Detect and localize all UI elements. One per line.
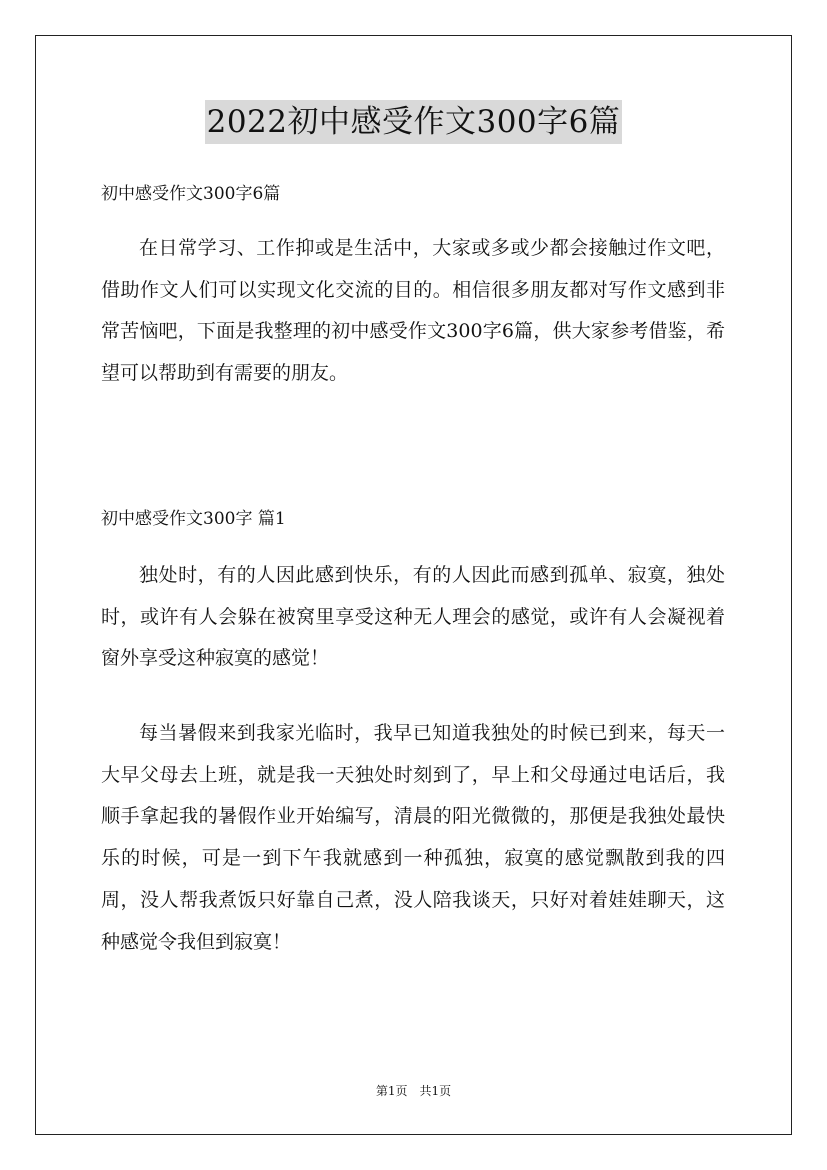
document-title: 2022初中感受作文300字6篇 bbox=[205, 100, 623, 144]
body-paragraph: 每当暑假来到我家光临时，我早已知道我独处的时候已到来，每天一大早父母去上班，就是我一天独处时刻到了，早上和父母通过电话后，我顺手拿起我的暑假作业开始编写，清晨的阳光微微的，那便是我独处最快乐的时候，可是一到下午我就感到一种孤独，寂寞的感觉飘散到我的四周，没人帮我煮饭只好靠自己煮，没人陪我谈天，只好对着娃娃聊天，这种感觉令我但到寂寞！ bbox=[101, 722, 725, 953]
intro-paragraph: 在日常学习、工作抑或是生活中，大家或多或少都会接触过作文吧，借助作文人们可以实现文化交流的目的。相信很多朋友都对写作文感到非常苦恼吧，下面是我整理的初中感受作文300字6篇，供大家参考借鉴，希望可以帮助到有需要的朋友。 bbox=[101, 237, 725, 385]
section-heading: 初中感受作文300字 篇1 bbox=[101, 509, 286, 529]
page-footer: 第1页 共1页 bbox=[375, 1084, 452, 1098]
body-paragraph: 独处时，有的人因此感到快乐，有的人因此而感到孤单、寂寞，独处时，或许有人会躲在被窝里享受这种无人理会的感觉，或许有人会凝视着窗外享受这种寂寞的感觉！ bbox=[101, 564, 725, 670]
title-container bbox=[0, 100, 827, 144]
document-subtitle: 初中感受作文300字6篇 bbox=[101, 184, 281, 204]
